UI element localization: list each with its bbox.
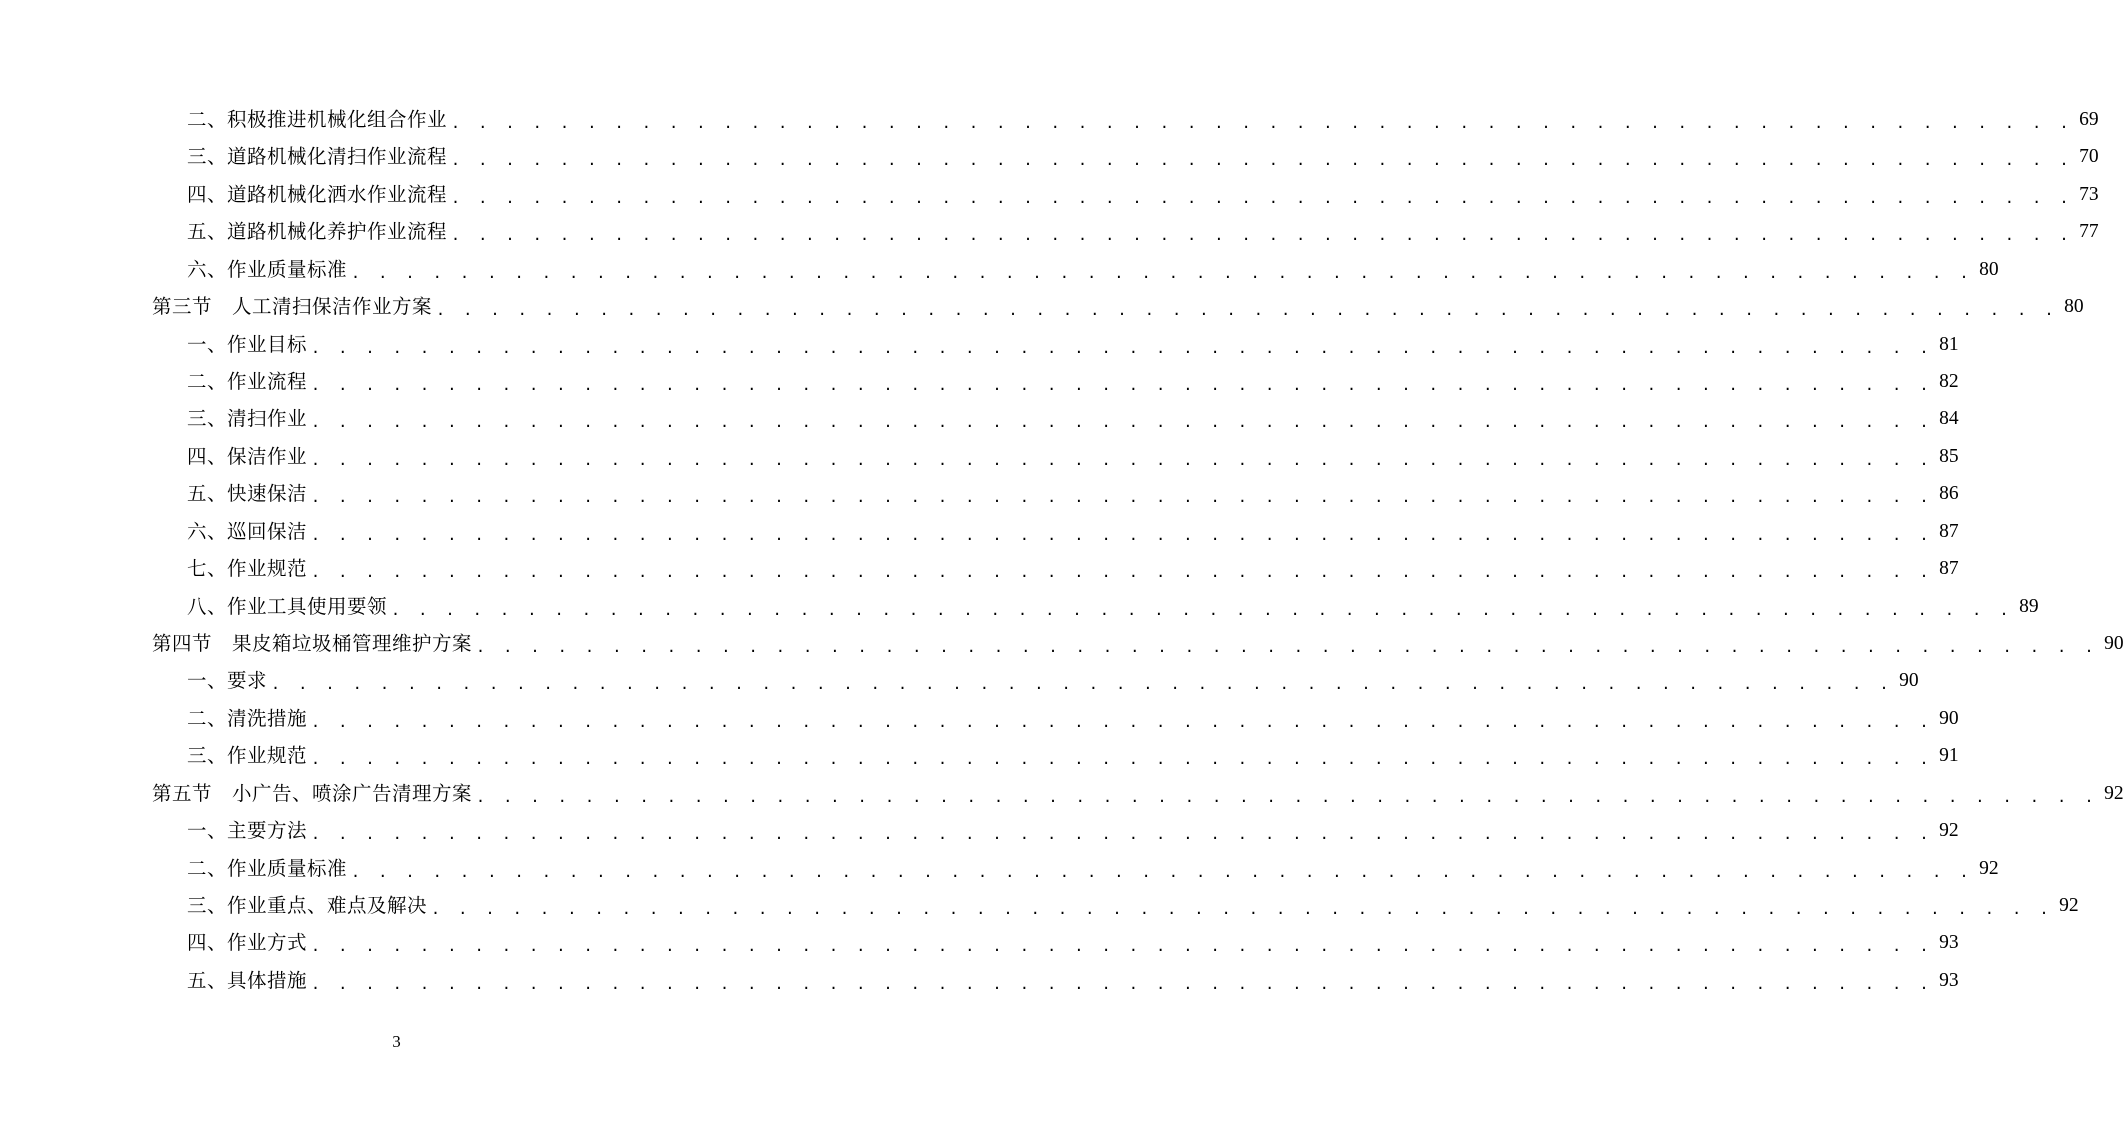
toc-entry-label: 二、积极推进机械化组合作业 (187, 108, 448, 131)
toc-entry-label: 一、主要方法 (187, 819, 308, 843)
toc-entry-label: 五、道路机械化养护作业流程 (187, 220, 448, 244)
page-number: 3 (392, 1032, 401, 1051)
toc-entry-page: 86 (1939, 483, 1959, 505)
toc-subsection-entry[interactable] (187, 966, 1959, 996)
toc-dot-leader: . . . . . . . . . . . . . . . . . . . . . . . . . . . . . . . . . . . . . . . . . . . . . . . . . . . . . . . . . . . . (311, 488, 1934, 507)
toc-subsection-entry[interactable] (187, 592, 2039, 622)
toc-entry-label: 三、作业规范 (187, 744, 308, 768)
toc-entry-label: 第四节 果皮箱垃圾桶管理维护方案 (152, 632, 473, 656)
toc-entry-page: 90 (2104, 633, 2124, 655)
toc-subsection-entry[interactable] (187, 741, 1959, 771)
toc-subsection-entry[interactable] (187, 554, 1959, 584)
toc-entry-page: 92 (1979, 857, 1999, 879)
toc-dot-leader: . . . . . . . . . . . . . . . . . . . . . . . . . . . . . . . . . . . . . . . . . . . . . . . . . . . . . . . . . . . . (311, 974, 1934, 993)
toc-subsection-entry[interactable] (187, 666, 1919, 696)
toc-dot-leader: . . . . . . . . . . . . . . . . . . . . . . . . . . . . . . . . . . . . . . . . . . . . . . . . . . . . . . . . . . . . (311, 563, 1934, 582)
toc-entry-page: 92 (2059, 895, 2079, 917)
toc-dot-leader: . . . . . . . . . . . . . . . . . . . . . . . . . . . . . . . . . . . . . . . . . . . . . . . . . . . . . . . . . . . . (451, 188, 2074, 207)
toc-entry-page: 90 (1939, 707, 1959, 729)
toc-dot-leader: . . . . . . . . . . . . . . . . . . . . . . . . . . . . . . . . . . . . . . . . . . . . . . . . . . . . . . . . . . . . (311, 338, 1934, 357)
toc-subsection-entry[interactable] (187, 255, 1999, 285)
toc-entry-label: 四、作业方式 (187, 931, 308, 955)
toc-subsection-entry[interactable] (187, 180, 2099, 210)
toc-entry-page: 92 (2104, 782, 2124, 804)
toc-entry-page: 77 (2079, 221, 2099, 243)
toc-subsection-entry[interactable] (187, 142, 2099, 172)
toc-dot-leader: . . . . . . . . . . . . . . . . . . . . . . . . . . . . . . . . . . . . . . . . . . . . . . . . . . . . . . . . . . . . (451, 114, 2074, 132)
toc-entry-label: 第五节 小广告、喷涂广告清理方案 (152, 781, 473, 805)
toc-dot-leader: . . . . . . . . . . . . . . . . . . . . . . . . . . . . . . . . . . . . . . . . . . . . . . . . . . . . . . . . . . . . (311, 450, 1934, 469)
toc-entry-label: 一、要求 (187, 669, 268, 693)
toc-dot-leader: . . . . . . . . . . . . . . . . . . . . . . . . . . . . . . . . . . . . . . . . . . . . . . . . . . . . . . . . . . . . (311, 937, 1934, 956)
toc-entry-page: 80 (1979, 258, 1999, 280)
toc-subsection-entry[interactable] (187, 704, 1959, 734)
toc-entry-page: 87 (1939, 558, 1959, 580)
toc-dot-leader: . . . . . . . . . . . . . . . . . . . . . . . . . . . . . . . . . . . . . . . . . . . . . . . . . . . . . . . . . . . . (311, 712, 1934, 731)
toc-section-entry[interactable] (152, 292, 2084, 322)
toc-subsection-entry[interactable] (187, 442, 1959, 472)
toc-entry-label: 五、快速保洁 (187, 482, 308, 506)
toc-subsection-entry[interactable] (187, 330, 1959, 360)
toc-entry-page: 81 (1939, 333, 1959, 355)
toc-subsection-entry[interactable] (187, 479, 1959, 509)
toc-subsection-entry[interactable] (187, 517, 1959, 547)
toc-entry-label: 六、作业质量标准 (187, 257, 348, 281)
toc-dot-leader: . . . . . . . . . . . . . . . . . . . . . . . . . . . . . . . . . . . . . . . . . . . . . . . . . . . . . . . . . . . . (271, 675, 1894, 694)
toc-entry-page: 92 (1939, 820, 1959, 842)
toc-entry-page: 89 (2019, 595, 2039, 617)
toc-entry-page: 80 (2064, 296, 2084, 318)
toc-entry-label: 第三节 人工清扫保洁作业方案 (152, 295, 433, 319)
toc-entry-page: 82 (1939, 371, 1959, 392)
toc-entry-page: 73 (2079, 183, 2099, 205)
toc-entry-page: 90 (1899, 670, 1919, 692)
toc-subsection-entry[interactable] (187, 105, 2099, 135)
toc-dot-leader: . . . . . . . . . . . . . . . . . . . . . . . . . . . . . . . . . . . . . . . . . . . . . . . . . . . . . . . . . . . . (311, 750, 1934, 769)
toc-section-entry[interactable] (152, 629, 2124, 659)
toc-dot-leader: . . . . . . . . . . . . . . . . . . . . . . . . . . . . . . . . . . . . . . . . . . . . . . . . . . . . . . . . . . . . (351, 263, 1974, 282)
toc-entry-page: 69 (2079, 109, 2099, 130)
toc-entry-page: 70 (2079, 146, 2099, 168)
toc-entry-label: 三、清扫作业 (187, 407, 308, 431)
toc-dot-leader: . . . . . . . . . . . . . . . . . . . . . . . . . . . . . . . . . . . . . . . . . . . . . . . . . . . . . . . . . . . . (476, 638, 2099, 657)
toc-subsection-entry[interactable] (187, 891, 2079, 921)
toc-subsection-entry[interactable] (187, 816, 1959, 846)
toc-entry-page: 93 (1939, 932, 1959, 954)
toc-dot-leader: . . . . . . . . . . . . . . . . . . . . . . . . . . . . . . . . . . . . . . . . . . . . . . . . . . . . . . . . . . . . (311, 413, 1934, 432)
toc-entry-label: 七、作业规范 (187, 557, 308, 581)
toc-entry-label: 四、道路机械化洒水作业流程 (187, 182, 448, 206)
toc-entry-page: 84 (1939, 408, 1959, 430)
toc-subsection-entry[interactable] (187, 404, 1959, 434)
toc-entry-label: 六、巡回保洁 (187, 519, 308, 543)
toc-dot-leader: . . . . . . . . . . . . . . . . . . . . . . . . . . . . . . . . . . . . . . . . . . . . . . . . . . . . . . . . . . . . (436, 301, 2059, 320)
toc-entry-label: 三、作业重点、难点及解决 (187, 894, 428, 918)
toc-entry-page: 87 (1939, 520, 1959, 542)
toc-dot-leader: . . . . . . . . . . . . . . . . . . . . . . . . . . . . . . . . . . . . . . . . . . . . . . . . . . . . . . . . . . . . (391, 600, 2014, 619)
toc-entry-label: 一、作业目标 (187, 332, 308, 356)
toc-entry-label: 三、道路机械化清扫作业流程 (187, 145, 448, 169)
toc-dot-leader: . . . . . . . . . . . . . . . . . . . . . . . . . . . . . . . . . . . . . . . . . . . . . . . . . . . . . . . . . . . . (431, 900, 2054, 919)
toc-dot-leader: . . . . . . . . . . . . . . . . . . . . . . . . . . . . . . . . . . . . . . . . . . . . . . . . . . . . . . . . . . . . (351, 862, 1974, 881)
toc-subsection-entry[interactable] (187, 854, 1999, 884)
toc-entry-label: 四、保洁作业 (187, 444, 308, 468)
toc-dot-leader: . . . . . . . . . . . . . . . . . . . . . . . . . . . . . . . . . . . . . . . . . . . . . . . . . . . . . . . . . . . . (311, 825, 1934, 844)
toc-entry-label: 二、作业质量标准 (187, 856, 348, 880)
toc-subsection-entry[interactable] (187, 367, 1959, 397)
toc-entry-label: 八、作业工具使用要领 (187, 594, 388, 618)
toc-entry-label: 二、作业流程 (187, 370, 308, 393)
toc-section-entry[interactable] (152, 779, 2124, 809)
toc-dot-leader: . . . . . . . . . . . . . . . . . . . . . . . . . . . . . . . . . . . . . . . . . . . . . . . . . . . . . . . . . . . . (451, 151, 2074, 170)
toc-entry-page: 93 (1939, 969, 1959, 991)
toc-dot-leader: . . . . . . . . . . . . . . . . . . . . . . . . . . . . . . . . . . . . . . . . . . . . . . . . . . . . . . . . . . . . (451, 226, 2074, 245)
toc-entry-label: 二、清洗措施 (187, 706, 308, 730)
toc-dot-leader: . . . . . . . . . . . . . . . . . . . . . . . . . . . . . . . . . . . . . . . . . . . . . . . . . . . . . . . . . . . . (311, 525, 1934, 544)
toc-dot-leader: . . . . . . . . . . . . . . . . . . . . . . . . . . . . . . . . . . . . . . . . . . . . . . . . . . . . . . . . . . . . (311, 376, 1934, 394)
toc-subsection-entry[interactable] (187, 928, 1959, 958)
toc-entry-page: 91 (1939, 745, 1959, 767)
toc-entry-label: 五、具体措施 (187, 968, 308, 992)
toc-subsection-entry[interactable] (187, 217, 2099, 247)
toc-dot-leader: . . . . . . . . . . . . . . . . . . . . . . . . . . . . . . . . . . . . . . . . . . . . . . . . . . . . . . . . . . . . (476, 787, 2099, 806)
toc-entry-page: 85 (1939, 445, 1959, 467)
